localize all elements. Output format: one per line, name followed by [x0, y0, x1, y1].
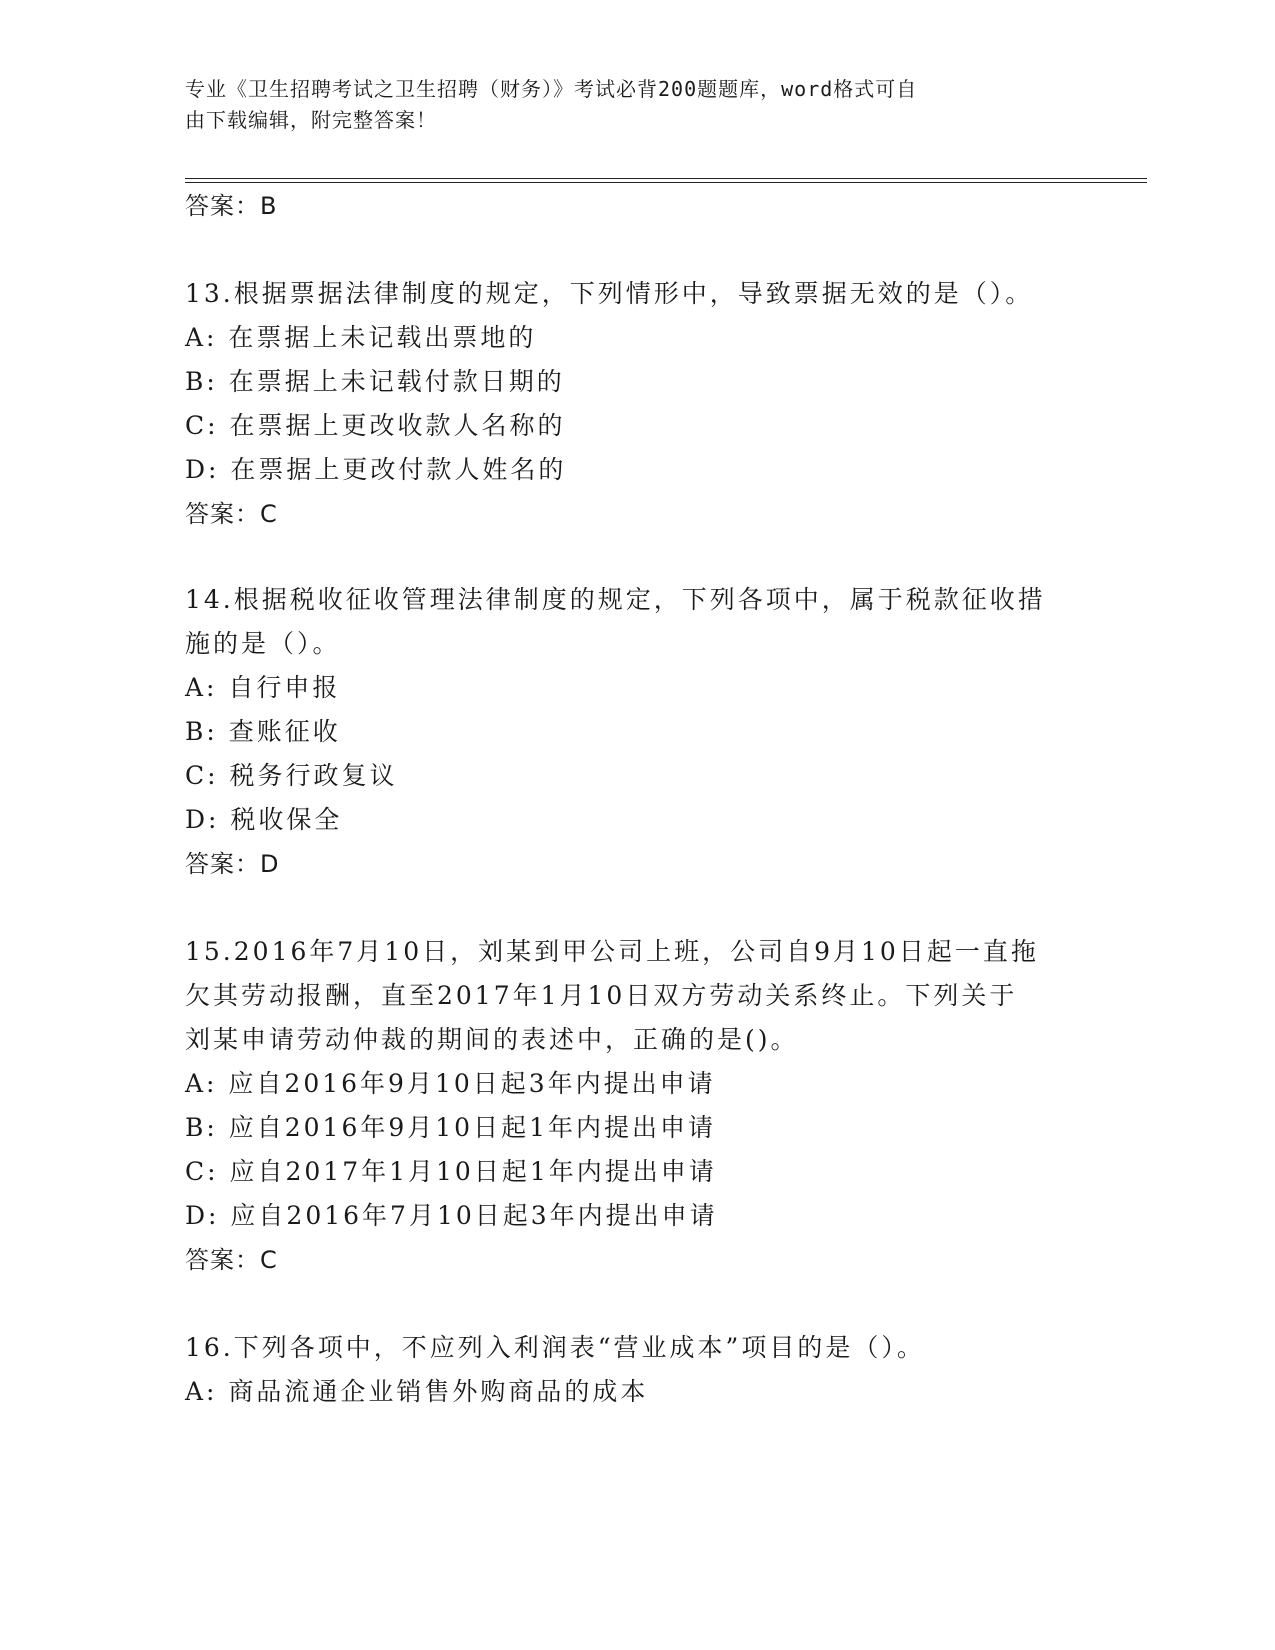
question-13-option-b: B: 在票据上未记载付款日期的	[185, 367, 565, 396]
question-14-option-d: D: 税收保全	[185, 805, 343, 834]
answer-15: 答案：C	[185, 1246, 278, 1274]
question-13-option-c: C: 在票据上更改收款人名称的	[185, 411, 566, 440]
header-divider-top	[185, 178, 1147, 179]
question-15-line-1: 15.2016年7月10日，刘某到甲公司上班，公司自9月10日起一直拖	[185, 937, 1039, 966]
question-13: 13.根据票据法律制度的规定，下列情形中，导致票据无效的是（）。	[185, 279, 1034, 308]
question-15-line-3: 刘某申请劳动仲裁的期间的表述中，正确的是()。	[185, 1025, 799, 1054]
answer-13: 答案：C	[185, 500, 278, 528]
answer-12: 答案：B	[185, 192, 278, 220]
header-line-1: 专业《卫生招聘考试之卫生招聘（财务）》考试必背200题题库，word格式可自	[185, 77, 918, 101]
question-15-option-a: A: 应自2016年9月10日起3年内提出申请	[185, 1069, 716, 1098]
question-15-line-2: 欠其劳动报酬，直至2017年1月10日双方劳动关系终止。下列关于	[185, 981, 1018, 1010]
answer-14: 答案：D	[185, 850, 280, 878]
question-14-option-a: A: 自行申报	[185, 673, 341, 702]
question-15-option-d: D: 应自2016年7月10日起3年内提出申请	[185, 1201, 718, 1230]
header-line-2: 由下载编辑，附完整答案！	[185, 108, 437, 132]
question-15-option-c: C: 应自2017年1月10日起1年内提出申请	[185, 1157, 717, 1186]
document-header	[185, 74, 1085, 136]
question-16: 16.下列各项中，不应列入利润表“营业成本”项目的是（）。	[185, 1333, 925, 1362]
question-14-option-c: C: 税务行政复议	[185, 761, 398, 790]
question-13-option-d: D: 在票据上更改付款人姓名的	[185, 455, 567, 484]
header-divider-bottom	[185, 182, 1147, 183]
question-16-option-a: A: 商品流通企业销售外购商品的成本	[185, 1377, 649, 1406]
question-14-line-1: 14.根据税收征收管理法律制度的规定，下列各项中，属于税款征收措	[185, 585, 1046, 614]
question-14-line-2: 施的是（）。	[185, 629, 341, 658]
question-14-option-b: B: 查账征收	[185, 717, 341, 746]
question-13-option-a: A: 在票据上未记载出票地的	[185, 323, 537, 352]
question-15-option-b: B: 应自2016年9月10日起1年内提出申请	[185, 1113, 716, 1142]
